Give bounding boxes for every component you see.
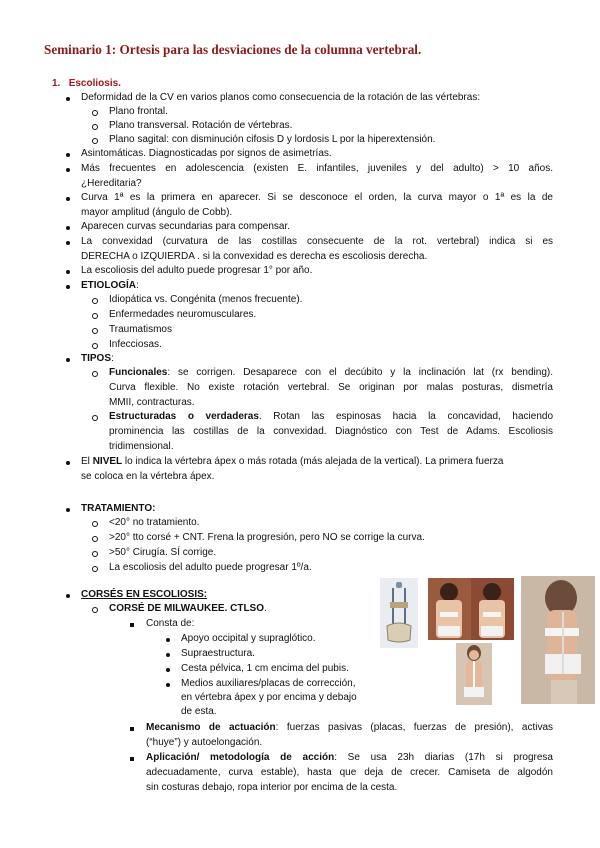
list-item: Curva 1ª es la primera en aparecer. Si se desconoce el orden, la curva mayor o 1ª es la de — [81, 192, 553, 203]
list-item: Aplicación/ metodología de acción: Se usa 23h diarias (17h si progresa — [146, 752, 553, 763]
bullet-icon — [66, 153, 70, 157]
bullet-icon — [92, 298, 98, 304]
milwaukee-brace-photo — [380, 578, 418, 648]
bullet-icon — [66, 285, 70, 289]
list-item: Mecanismo de actuación: fuerzas pasivas (placas, fuerzas de presión), activas — [146, 722, 554, 733]
bullet-icon — [166, 653, 170, 657]
brace-patient-side-photo — [521, 576, 595, 704]
bullet-icon — [166, 668, 170, 672]
list-item: Curva flexible. No existe rotación vertebral. Se originan por malas posturas, dismetría — [109, 382, 553, 393]
list-item: sin costuras debajo, ropa interior por encima de la cesta. — [146, 782, 398, 793]
list-item: Supraestructura. — [181, 648, 255, 659]
bullet-icon — [92, 536, 98, 542]
list-item: Apoyo occipital y supraglótico. — [181, 633, 316, 644]
etiologia-heading: ETIOLOGÍA: — [81, 280, 139, 291]
list-item: Deformidad de la CV en varios planos como consecuencia de la rotación de las vértebras: — [81, 92, 481, 103]
list-item: Idiopática vs. Congénita (menos frecuente). — [109, 294, 303, 305]
list-item: Plano transversal. Rotación de vértebras. — [109, 120, 293, 131]
bullet-icon — [66, 97, 70, 101]
list-item: El NIVEL lo indica la vértebra ápex o más rotada (más alejada de la vertical). La primera fuerza — [81, 456, 504, 467]
page-title: Seminario 1: Ortesis para las desviaciones de la columna vertebral. — [44, 42, 422, 57]
bullet-icon — [92, 521, 98, 527]
bullet-icon — [166, 683, 170, 687]
bullet-icon — [66, 461, 70, 465]
list-item: ¿Hereditaria? — [81, 178, 142, 189]
list-item: tridimensional. — [109, 441, 174, 452]
bullet-icon — [66, 226, 70, 230]
list-item: Aparecen curvas secundarias para compensar. — [81, 221, 291, 232]
bullet-icon — [92, 551, 98, 557]
tipos-heading: TIPOS: — [81, 353, 114, 364]
bullet-icon — [130, 757, 134, 761]
bullet-icon — [92, 371, 98, 377]
list-item: La escoliosis del adulto puede progresar 1° por año. — [81, 265, 313, 276]
bullet-icon — [66, 168, 70, 172]
list-item: Asintomáticas. Diagnosticadas por signos de asimetrías. — [81, 148, 332, 159]
bullet-icon — [92, 110, 98, 116]
list-item: (“huye”) y autoelongación. — [146, 737, 263, 748]
list-item: prominencia las costillas de la convexidad. Diagnóstico con Test de Adams. Escoliosis — [109, 426, 553, 437]
list-item: de esta. — [181, 706, 217, 717]
bullet-icon — [166, 638, 170, 642]
list-item: adecuadamente, curva estable), hasta que deja de crecer. Camiseta de algodón — [146, 767, 553, 778]
list-item: Más frecuentes en adolescencia (existen E. infantiles, juveniles y del adulto) > 10 años. — [81, 163, 553, 174]
bullet-icon — [92, 138, 98, 144]
milwaukee-heading: CORSÉ DE MILWAUKEE. CTLSO. — [109, 603, 267, 614]
bullet-icon — [92, 343, 98, 349]
section-title: Escoliosis. — [68, 78, 121, 89]
brace-patient-back-photo — [428, 578, 514, 640]
list-item: Plano sagital: con disminución cifosis D y lordosis L por la hiperextensión. — [109, 134, 436, 145]
bullet-icon — [66, 508, 70, 512]
section-number: 1. — [52, 78, 61, 89]
section-heading — [52, 78, 121, 90]
bullet-icon — [92, 124, 98, 130]
list-item: mayor amplitud (ángulo de Cobb). — [81, 207, 233, 218]
bullet-icon — [130, 623, 134, 627]
list-item: Cesta pélvica, 1 cm encima del pubis. — [181, 663, 349, 674]
list-item: Plano frontal. — [109, 106, 168, 117]
bullet-icon — [92, 607, 98, 613]
list-item: Medios auxiliares/placas de corrección, — [181, 678, 356, 689]
bullet-icon — [66, 594, 70, 598]
list-item: Estructuradas o verdaderas. Rotan las espinosas hacia la concavidad, haciendo — [109, 411, 554, 422]
bullet-icon — [66, 197, 70, 201]
list-item: >50° Cirugía. SÍ corrige. — [109, 547, 217, 558]
list-item: Infecciosas. — [109, 339, 162, 350]
list-item: DERECHA o IZQUIERDA . si la convexidad es derecha es escoliosis derecha. — [81, 251, 428, 262]
bullet-icon — [66, 358, 70, 362]
list-item: Enfermedades neuromusculares. — [109, 309, 257, 320]
bullet-icon — [130, 727, 134, 731]
list-item: Traumatismos — [109, 324, 172, 335]
list-item: <20° no tratamiento. — [109, 517, 200, 528]
tratamiento-heading: TRATAMIENTO: — [81, 503, 156, 514]
list-item: se coloca en la vértebra ápex. — [81, 471, 215, 482]
list-item: Consta de: — [146, 618, 195, 629]
bullet-icon — [92, 313, 98, 319]
corses-heading: CORSÉS EN ESCOLIOSIS: — [81, 589, 208, 600]
list-item: La convexidad (curvatura de las costillas consecuente de la rot. vertebral) indica si es — [81, 236, 553, 247]
list-item: Funcionales: se corrigen. Desaparece con el decúbito y la inclinación lat (rx bending). — [109, 367, 553, 378]
list-item: MMII, contracturas. — [109, 397, 195, 408]
bullet-icon — [92, 328, 98, 334]
list-item: >20° tto corsé + CNT. Frena la progresión, pero NO se corrige la curva. — [109, 532, 425, 543]
list-item: en vértebra ápex y por encima y debajo — [181, 692, 357, 703]
bullet-icon — [92, 566, 98, 572]
bullet-icon — [66, 241, 70, 245]
list-item: La escoliosis del adulto puede progresar 1º/a. — [109, 562, 312, 573]
bullet-icon — [92, 415, 98, 421]
brace-child-front-photo — [456, 643, 492, 705]
bullet-icon — [66, 270, 70, 274]
